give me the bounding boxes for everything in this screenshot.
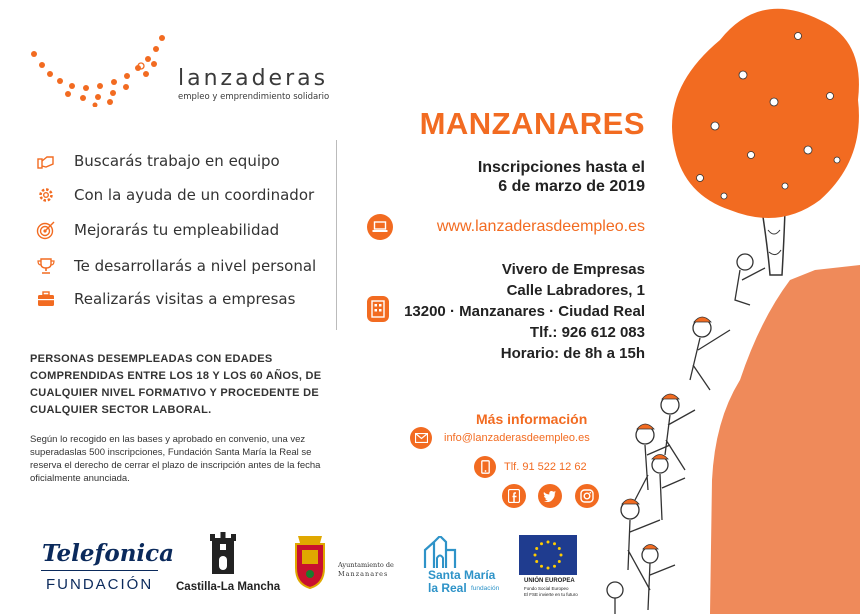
telefonica-logo-text: Telefonica [42,540,175,567]
building-icon [367,296,389,322]
telefonica-fundacion-text: FUNDACIÓN [46,576,154,593]
disclaimer-text: Según lo recogido en las bases y aprobado en convenio, una vez superadaslas 500 inscripciones, Fundación Santa María la Real se reserva el derecho de cerrar el plazo de inscripción antes de la fecha oficialmente anunciada. [30,434,321,484]
trophy-icon [36,256,56,276]
clm-emblem-icon [208,532,238,578]
more-info-email[interactable]: info@lanzaderasdeempleo.es [444,432,590,444]
more-info-title: Más información [476,411,588,427]
lanzaderas-logo-dots [28,32,173,107]
feature-item [36,185,314,205]
address-hours: Horario: de 8h a 15h [500,345,645,362]
telefonica-rule [41,570,158,571]
feature-label: Mejorarás tu empleabilidad [74,221,280,239]
more-info-phone: Tlf. 91 522 12 62 [504,461,587,473]
phone-icon [474,456,496,478]
ayuntamiento-line1: Ayuntamiento de [338,561,394,569]
twitter-icon[interactable] [538,484,562,508]
deadline-line1: Inscripciones hasta el [477,159,645,176]
ayuntamiento-shield-icon [288,534,332,590]
eligibility-text: PERSONAS DESEMPLEADAS CON EDADES COMPRENDIDAS ENTRE LOS 18 Y LOS 60 AÑOS, DE CUALQUIER NIVEL FORMATIVO Y PROCEDENTE DE CUALQUIER SECTOR LABORAL. [30,353,322,416]
ayuntamiento-line2: Manzanares [338,570,389,578]
feature-item [36,220,279,240]
smr-line2: la Real [428,581,467,595]
briefcase-icon [36,289,56,309]
eu-sub1: Fondo Social Europeo [524,586,569,591]
smr-line1: Santa María [428,568,496,582]
brand-tagline: empleo y emprendimiento solidario [178,92,330,102]
address-line3: 13200 · Manzanares · Ciudad Real [404,303,645,320]
address-line1: Vivero de Empresas [501,261,645,278]
eu-flag-icon [519,535,577,575]
smr-line3: fundación [471,585,500,592]
tree-and-climbers-illustration [590,0,860,614]
feature-label: Te desarrollarás a nivel personal [74,257,317,275]
email-icon [410,427,432,449]
target-icon [36,220,56,240]
feature-item [36,256,316,276]
feature-label: Buscarás trabajo en equipo [74,152,280,170]
eu-sub2: El FSE invierte en tu futuro [524,592,578,597]
feature-label: Con la ayuda de un coordinador [74,186,315,204]
address-phone: Tlf.: 926 612 083 [529,324,645,341]
divider [336,140,337,330]
eu-title: UNIÓN EUROPEA [524,578,575,584]
website-link[interactable]: www.lanzaderasdeempleo.es [436,218,645,235]
feature-item [36,151,280,171]
deadline-line2: 6 de marzo de 2019 [498,178,645,195]
facebook-icon[interactable] [502,484,526,508]
city-title: MANZANARES [419,106,645,141]
brand-name: lanzaderas [178,66,329,91]
laptop-icon [367,214,393,240]
feature-item [36,289,295,309]
address-line2: Calle Labradores, 1 [506,282,645,299]
santa-maria-church-icon [420,536,460,568]
handshake-icon [36,151,56,171]
gear-icon [36,185,56,205]
feature-label: Realizarás visitas a empresas [74,290,296,308]
clm-logo-text: Castilla-La Mancha [176,581,281,593]
